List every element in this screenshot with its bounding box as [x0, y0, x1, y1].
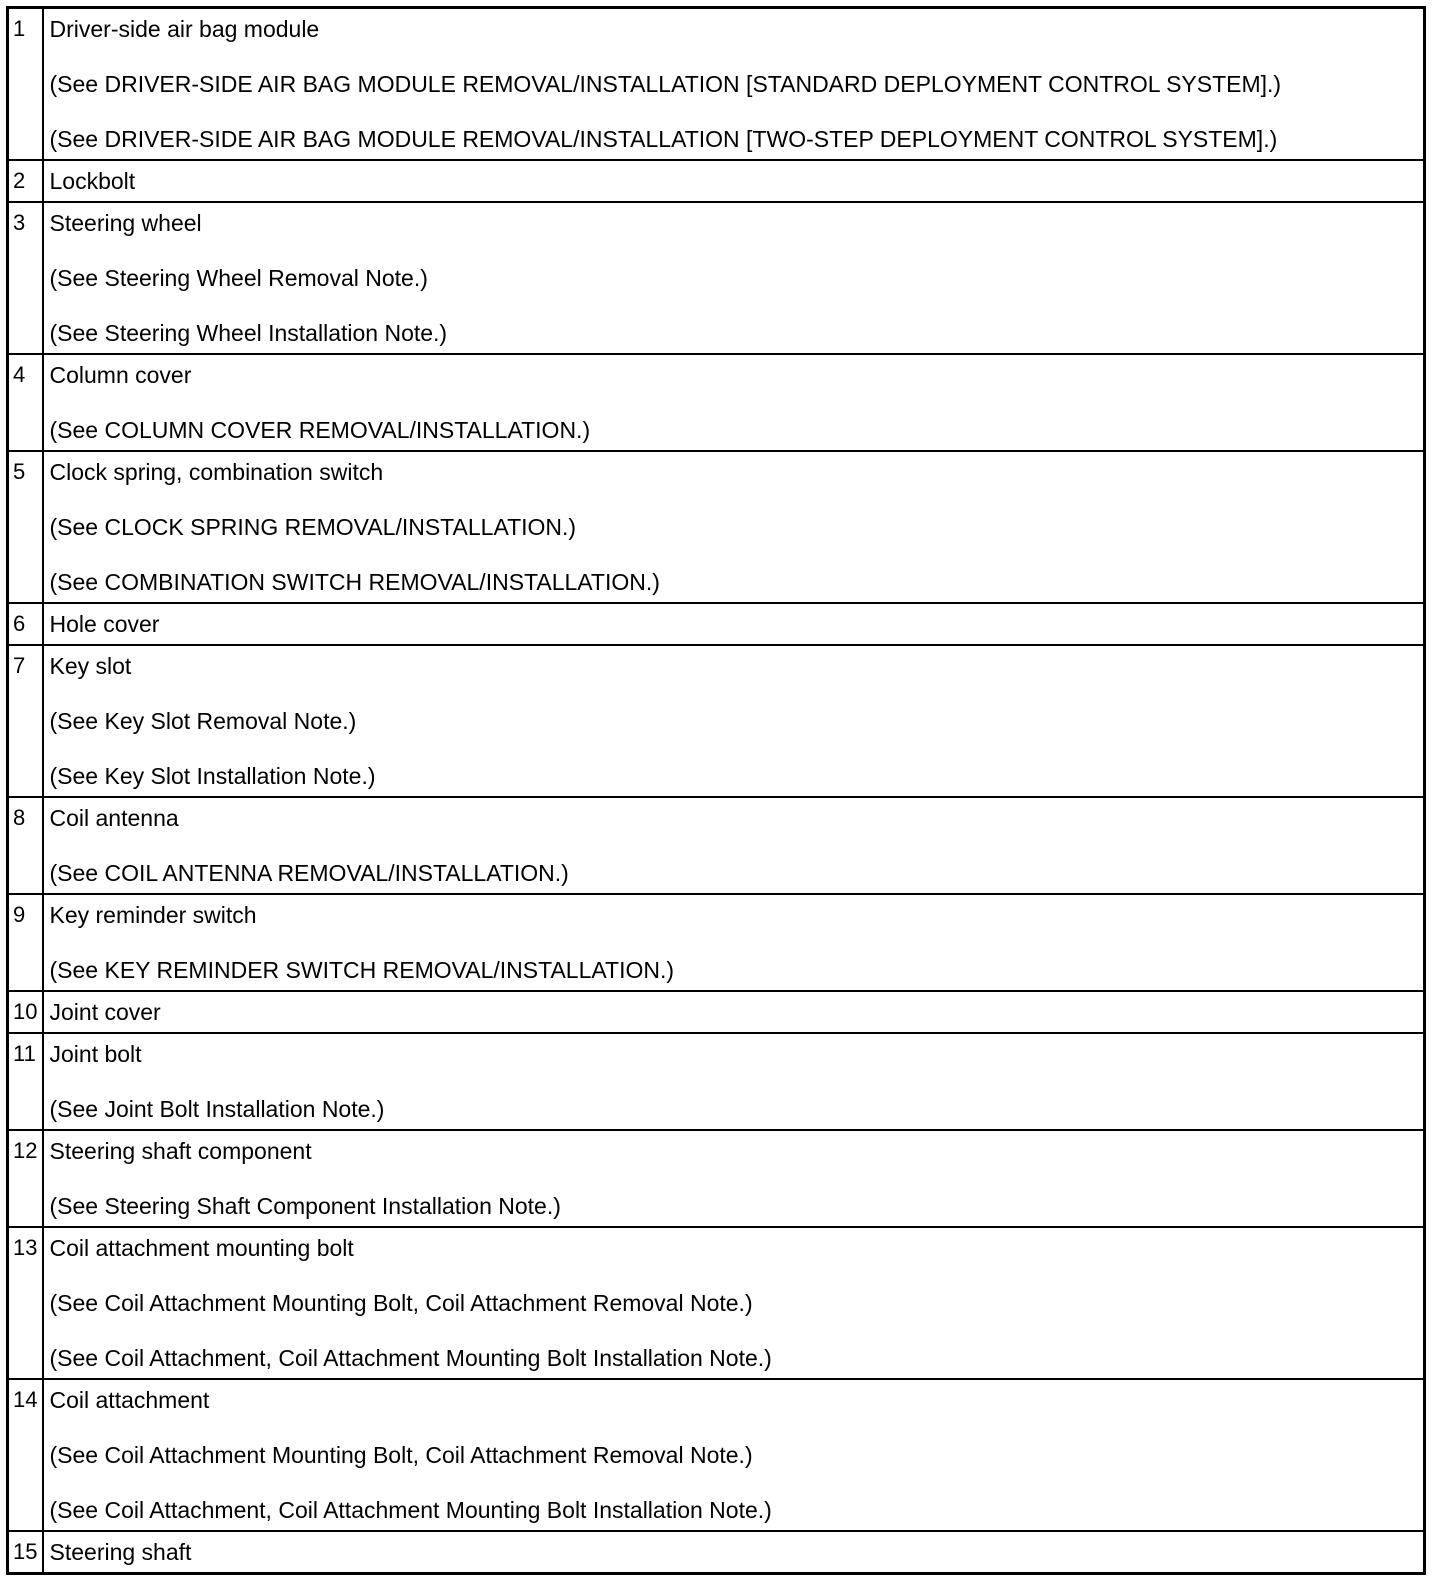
part-name: Key reminder switch — [49, 902, 257, 928]
reference-note: (See Coil Attachment, Coil Attachment Mounting Bolt Installation Note.) — [49, 1345, 772, 1371]
item-description-cell — [43, 1531, 1425, 1574]
item-number: 11 — [8, 1033, 43, 1130]
item-description-cell — [43, 991, 1425, 1033]
part-name: Driver-side air bag module — [49, 16, 320, 42]
reference-note: (See Key Slot Removal Note.) — [49, 708, 357, 734]
item-number: 14 — [8, 1379, 43, 1531]
item-description-cell — [43, 8, 1425, 161]
reference-note: (See Coil Attachment Mounting Bolt, Coil Attachment Removal Note.) — [49, 1442, 753, 1468]
reference-note: (See COLUMN COVER REMOVAL/INSTALLATION.) — [49, 417, 591, 443]
item-description-cell — [43, 451, 1425, 603]
parts-table — [6, 6, 1426, 1575]
item-number: 12 — [8, 1130, 43, 1227]
part-name: Steering wheel — [49, 210, 202, 236]
reference-note: (See Coil Attachment Mounting Bolt, Coil Attachment Removal Note.) — [49, 1290, 753, 1316]
reference-note: (See DRIVER-SIDE AIR BAG MODULE REMOVAL/INSTALLATION [TWO-STEP DEPLOYMENT CONTROL SYSTEM].) — [49, 126, 1278, 152]
part-name: Coil attachment mounting bolt — [49, 1235, 354, 1261]
table-row — [8, 1227, 1425, 1379]
reference-note: (See COIL ANTENNA REMOVAL/INSTALLATION.) — [49, 860, 569, 886]
table-row — [8, 354, 1425, 451]
parts-table-body — [8, 8, 1425, 1574]
reference-note: (See Steering Wheel Installation Note.) — [49, 320, 448, 346]
part-name: Joint cover — [49, 999, 161, 1025]
table-row — [8, 645, 1425, 797]
reference-note: (See Steering Wheel Removal Note.) — [49, 265, 428, 291]
item-description-cell — [43, 603, 1425, 645]
table-row — [8, 451, 1425, 603]
reference-note: (See Coil Attachment, Coil Attachment Mounting Bolt Installation Note.) — [49, 1497, 772, 1523]
table-row — [8, 894, 1425, 991]
item-description-cell — [43, 160, 1425, 202]
item-number: 7 — [8, 645, 43, 797]
item-number: 4 — [8, 354, 43, 451]
table-row — [8, 1379, 1425, 1531]
part-name: Coil antenna — [49, 805, 179, 831]
table-row — [8, 991, 1425, 1033]
reference-note: (See Steering Shaft Component Installation Note.) — [49, 1193, 561, 1219]
item-number: 9 — [8, 894, 43, 991]
table-row — [8, 202, 1425, 354]
item-description-cell — [43, 797, 1425, 894]
item-number: 15 — [8, 1531, 43, 1574]
item-description-cell — [43, 354, 1425, 451]
parts-table-container — [6, 6, 1426, 1575]
item-number: 1 — [8, 8, 43, 161]
reference-note: (See DRIVER-SIDE AIR BAG MODULE REMOVAL/INSTALLATION [STANDARD DEPLOYMENT CONTROL SYSTEM].) — [49, 71, 1282, 97]
reference-note: (See CLOCK SPRING REMOVAL/INSTALLATION.) — [49, 514, 577, 540]
item-description-cell — [43, 202, 1425, 354]
table-row — [8, 8, 1425, 161]
item-description-cell — [43, 1379, 1425, 1531]
table-row — [8, 603, 1425, 645]
reference-note: (See COMBINATION SWITCH REMOVAL/INSTALLATION.) — [49, 569, 660, 595]
part-name: Key slot — [49, 653, 132, 679]
table-row — [8, 1531, 1425, 1574]
item-number: 6 — [8, 603, 43, 645]
table-row — [8, 160, 1425, 202]
item-number: 5 — [8, 451, 43, 603]
item-description-cell — [43, 1227, 1425, 1379]
reference-note: (See Key Slot Installation Note.) — [49, 763, 376, 789]
part-name: Clock spring, combination switch — [49, 459, 384, 485]
table-row — [8, 797, 1425, 894]
part-name: Lockbolt — [49, 168, 136, 194]
item-description-cell — [43, 645, 1425, 797]
item-number: 8 — [8, 797, 43, 894]
part-name: Joint bolt — [49, 1041, 142, 1067]
part-name: Column cover — [49, 362, 192, 388]
table-row — [8, 1033, 1425, 1130]
item-number: 13 — [8, 1227, 43, 1379]
item-number: 10 — [8, 991, 43, 1033]
item-description-cell — [43, 894, 1425, 991]
part-name: Coil attachment — [49, 1387, 210, 1413]
table-row — [8, 1130, 1425, 1227]
item-number: 2 — [8, 160, 43, 202]
part-name: Hole cover — [49, 611, 160, 637]
part-name: Steering shaft component — [49, 1138, 312, 1164]
item-description-cell — [43, 1033, 1425, 1130]
item-number: 3 — [8, 202, 43, 354]
reference-note: (See Joint Bolt Installation Note.) — [49, 1096, 385, 1122]
item-description-cell — [43, 1130, 1425, 1227]
part-name: Steering shaft — [49, 1539, 192, 1565]
reference-note: (See KEY REMINDER SWITCH REMOVAL/INSTALLATION.) — [49, 957, 675, 983]
